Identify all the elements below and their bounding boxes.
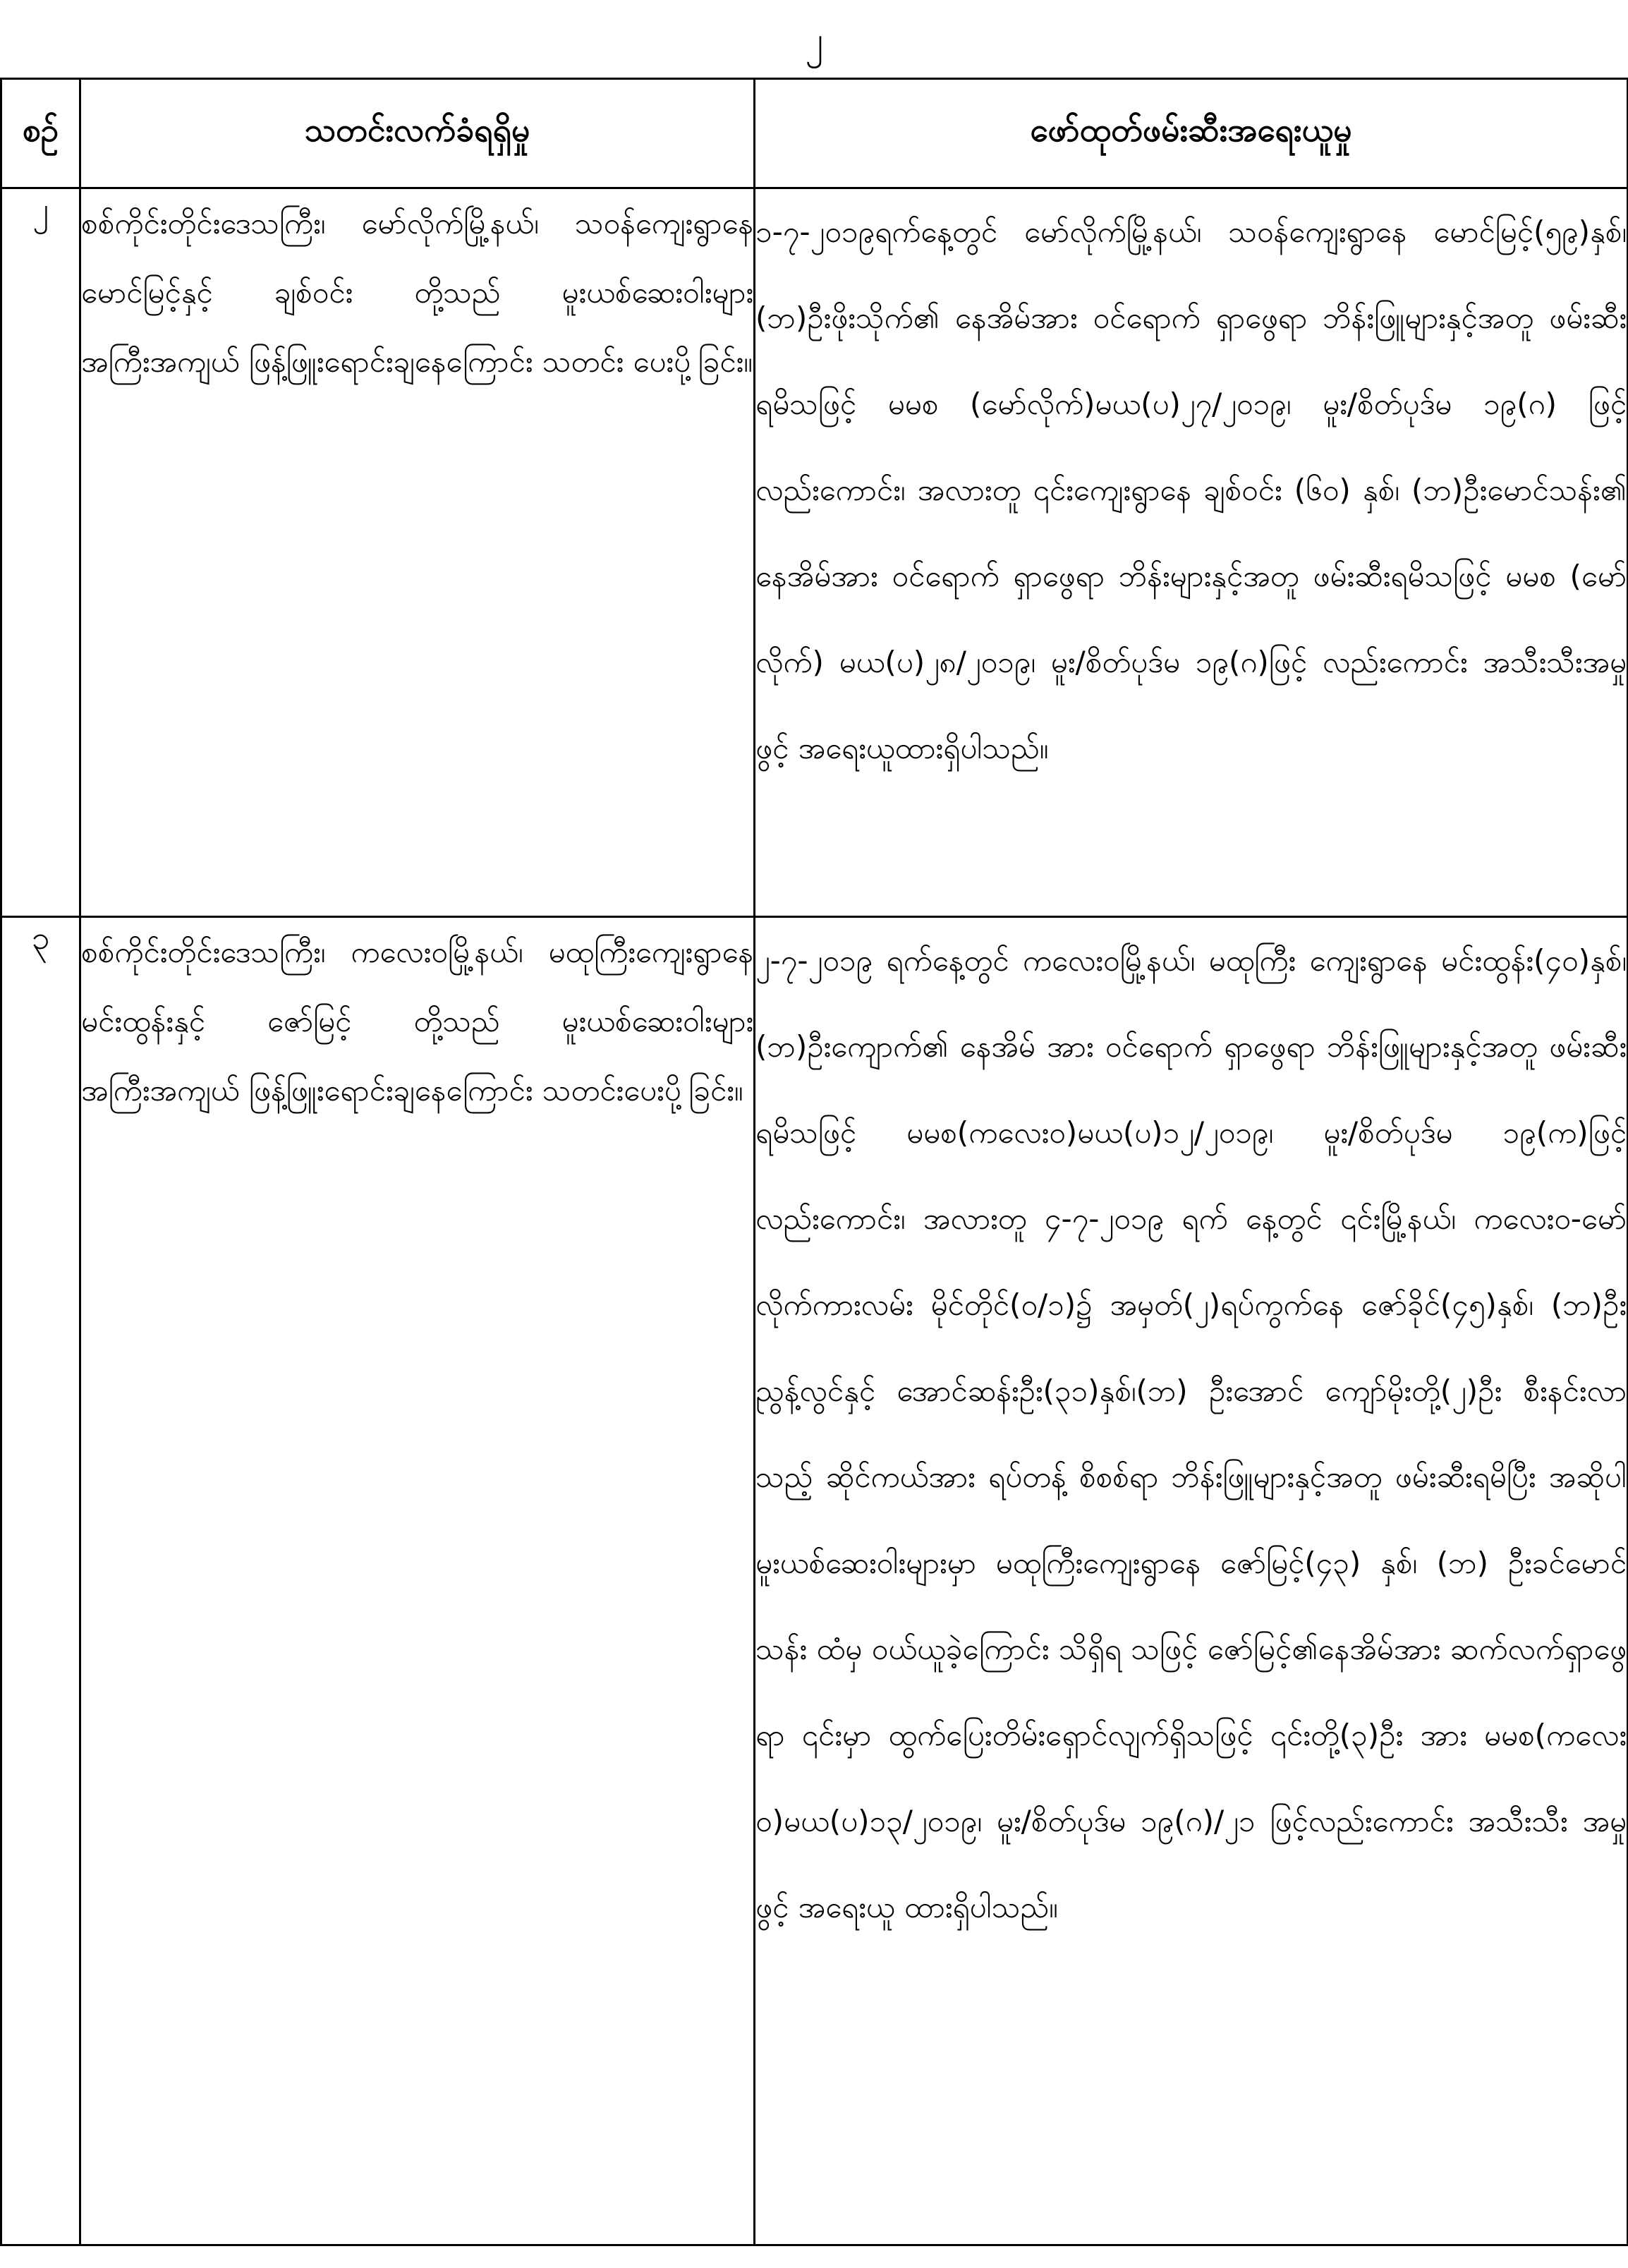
table-row [1, 917, 1628, 2245]
serial-no-cell: ၃ [1, 917, 80, 2245]
action-taken-cell: ၂-၇-၂၀၁၉ ရက်နေ့တွင် ကလေးဝမြို့နယ်၊ မထုကြီး ကျေးရွာနေ မင်းထွန်း(၄၀)နှစ်၊ (ဘ)ဦးကျောက်၏ နေအိမ် အား ဝင်ရောက် ရှာဖွေရာ ဘိန်းဖြူများနှင့်အတူ ဖမ်းဆီး ရမိသဖြင့် မမစ(ကလေးဝ)မယ(ပ)၁၂/၂၀၁၉၊ မူး/စိတ်ပုဒ်မ ၁၉(က)ဖြင့်လည်းကောင်း၊ အလားတူ ၄-၇-၂၀၁၉ ရက် နေ့တွင် ၎င်းမြို့နယ်၊ ကလေးဝ-မော်လိုက်ကားလမ်း မိုင်တိုင်(၀/၁)၌ အမှတ်(၂)ရပ်ကွက်နေ ဇော်ခိုင်(၄၅)နှစ်၊ (ဘ)ဦးညွန့်လွင်နှင့် အောင်ဆန်းဦး(၃၁)နှစ်၊(ဘ) ဦးအောင် ကျော်မိုးတို့(၂)ဦး စီးနင်းလာသည့် ဆိုင်ကယ်အား ရပ်တန့် စိစစ်ရာ ဘိန်းဖြူများနှင့်အတူ ဖမ်းဆီးရမိပြီး အဆိုပါ မူးယစ်ဆေးဝါးများမှာ မထုကြီးကျေးရွာနေ ဇော်မြင့်(၄၃) နှစ်၊ (ဘ) ဦးခင်မောင်သန်း ထံမှ ဝယ်ယူခဲ့ကြောင်း သိရှိရ သဖြင့် ဇော်မြင့်၏နေအိမ်အား ဆက်လက်ရှာဖွေရာ ၎င်းမှာ ထွက်ပြေးတိမ်းရှောင်လျက်ရှိသဖြင့် ၎င်းတို့(၃)ဦး အား မမစ(ကလေးဝ)မယ(ပ)၁၃/၂၀၁၉၊ မူး/စိတ်ပုဒ်မ ၁၉(ဂ)/၂၁ ဖြင့်လည်းကောင်း အသီးသီး အမှုဖွင့် အရေးယူ ထားရှိပါသည်။ [755, 917, 1628, 2245]
case-table [0, 78, 1628, 2246]
table-row [1, 188, 1628, 917]
table-header-row [1, 79, 1628, 188]
action-taken-cell: ၁-၇-၂၀၁၉ရက်နေ့တွင် မော်လိုက်မြို့နယ်၊ သဝန်ကျေးရွာနေ မောင်မြင့်(၅၉)နှစ်၊(ဘ)ဦးဖိုးသိုက်၏ နေအိမ်အား ဝင်ရောက် ရှာဖွေရာ ဘိန်းဖြူများနှင့်အတူ ဖမ်းဆီးရမိသဖြင့် မမစ (မော်လိုက်)မယ(ပ)၂၇/၂၀၁၉၊ မူး/စိတ်ပုဒ်မ ၁၉(ဂ) ဖြင့် လည်းကောင်း၊ အလားတူ ၎င်းကျေးရွာနေ ချစ်ဝင်း (၆၀) နှစ်၊ (ဘ)ဦးမောင်သန်း၏ နေအိမ်အား ဝင်ရောက် ရှာဖွေရာ ဘိန်းများနှင့်အတူ ဖမ်းဆီးရမိသဖြင့် မမစ (မော်လိုက်) မယ(ပ)၂၈/၂၀၁၉၊ မူး/စိတ်ပုဒ်မ ၁၉(ဂ)ဖြင့် လည်းကောင်း အသီးသီးအမှုဖွင့် အရေးယူထားရှိပါသည်။ [755, 188, 1628, 917]
serial-no-cell: ၂ [1, 188, 80, 917]
page-number: ၂ [805, 19, 823, 61]
header-info-received: သတင်းလက်ခံရရှိမှု [80, 79, 755, 188]
header-serial-no: စဉ် [1, 79, 80, 188]
info-received-cell: စစ်ကိုင်းတိုင်းဒေသကြီး၊ မော်လိုက်မြို့နယ်၊ သဝန်ကျေးရွာနေ မောင်မြင့်နှင့် ချစ်ဝင်း တို့သည် မူးယစ်ဆေးဝါးများ အကြီးအကျယ် ဖြန့်ဖြူးရောင်းချနေကြောင်း သတင်း ပေးပို့ခြင်း။ [80, 188, 755, 917]
header-action-taken: ဖော်ထုတ်ဖမ်းဆီးအရေးယူမှု [755, 79, 1628, 188]
info-received-cell: စစ်ကိုင်းတိုင်းဒေသကြီး၊ ကလေးဝမြို့နယ်၊ မထုကြီးကျေးရွာနေ မင်းထွန်းနှင့် ဇော်မြင့် တို့သည် မူးယစ်ဆေးဝါးများအကြီးအကျယ် ဖြန့်ဖြူးရောင်းချနေကြောင်း သတင်းပေးပို့ခြင်း။ [80, 917, 755, 2245]
